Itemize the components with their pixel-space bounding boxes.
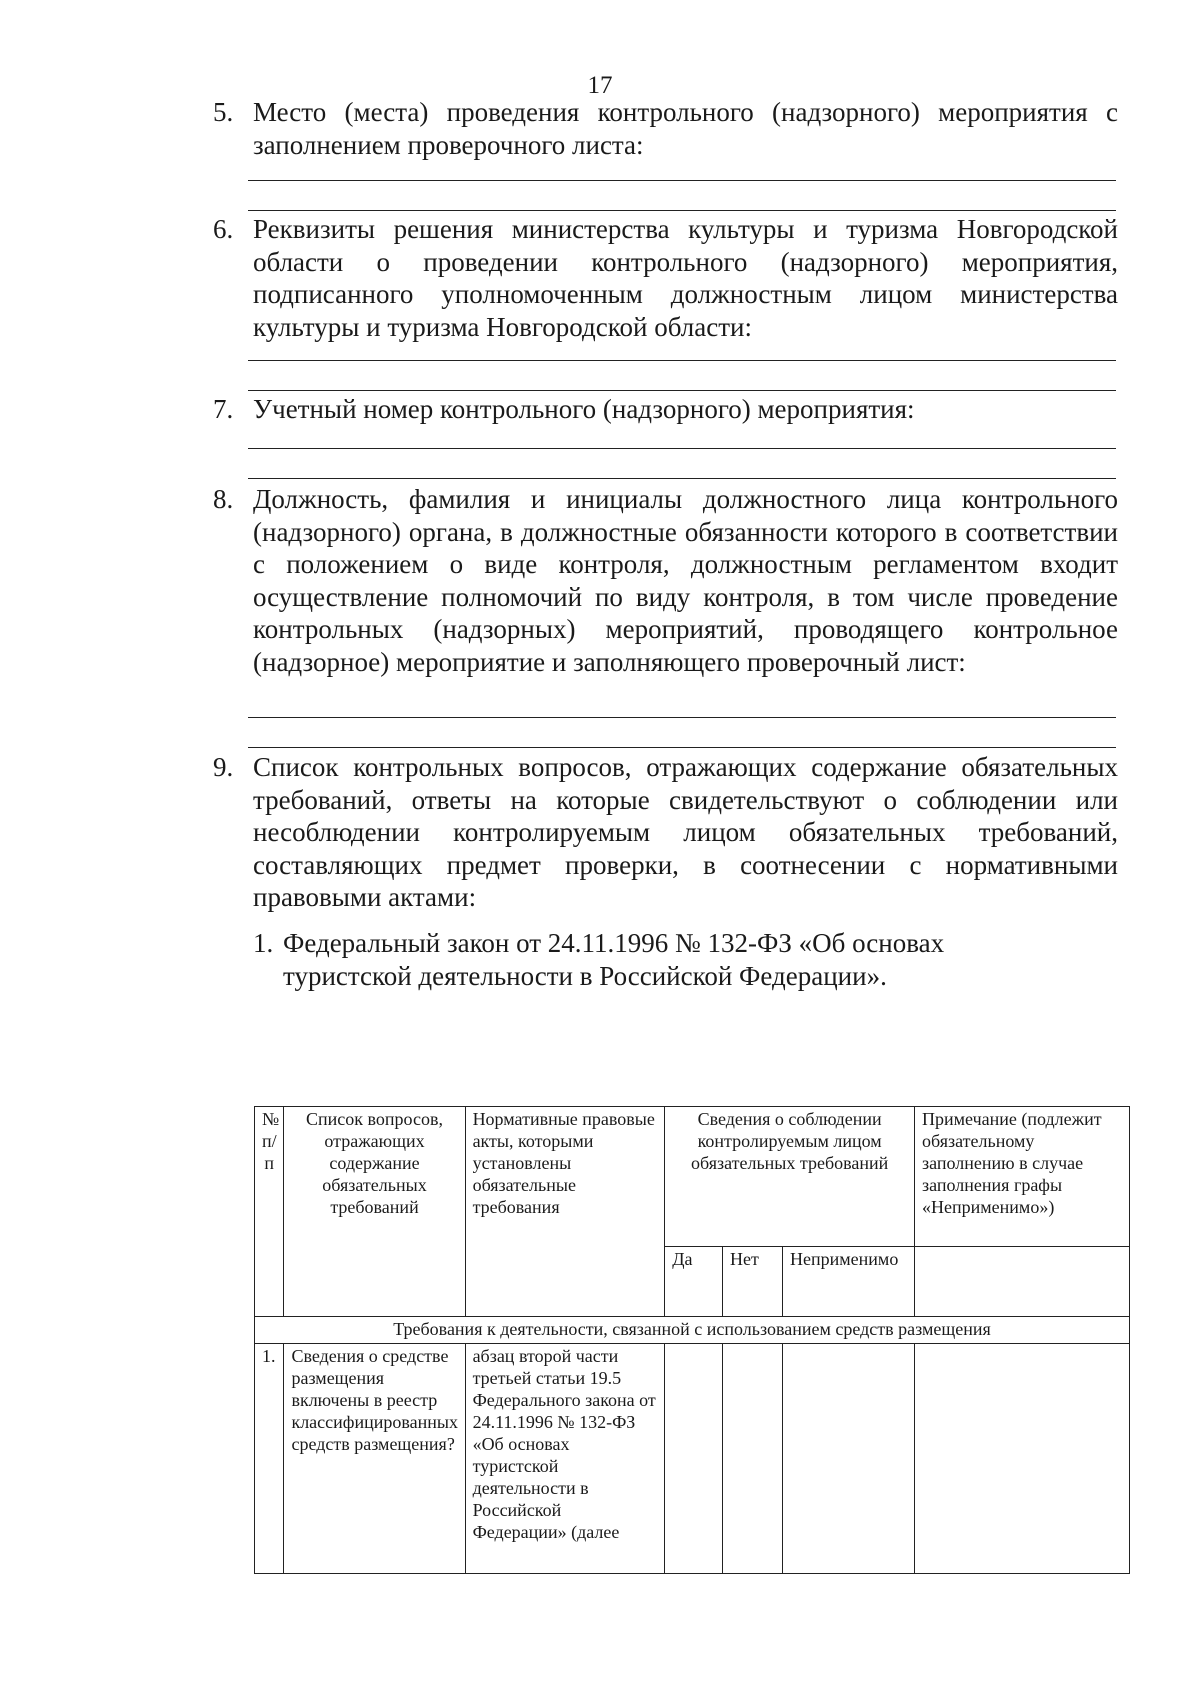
item-number: 5.: [213, 97, 234, 127]
row-yes-cell[interactable]: [665, 1344, 723, 1574]
item-7: [213, 393, 1118, 426]
fill-line: [248, 747, 1116, 748]
row-act: абзац второй части третьей статьи 19.5 Федерального закона от 24.11.1996 № 132-ФЗ «Об основах туристской деятельности в Российской Федерации» (далее: [465, 1344, 665, 1574]
law-title-line-1: Федеральный закон от 24.11.1996 № 132-ФЗ «Об основах: [283, 928, 945, 958]
section-title: Требования к деятельности, связанной с использованием средств размещения: [255, 1317, 1130, 1344]
law-number: 1.: [253, 928, 274, 958]
header-number: № п/п: [255, 1107, 284, 1317]
item-number: 8.: [213, 484, 234, 514]
fill-line: [248, 180, 1116, 181]
item-number: 9.: [213, 752, 234, 782]
item-text: Список контрольных вопросов, отражающих содержание обязательных требований, ответы на которые свидетельствуют о соблюдении или несоблюдении контролируемым лицом обязательных требований, составляющих предмет проверки, в соотнесении с нормативными правовыми актами:: [253, 752, 1118, 912]
header-acts: Нормативные правовые акты, которыми установлены обязательные требования: [465, 1107, 665, 1317]
table-row: [255, 1344, 1130, 1574]
item-5: [213, 96, 1118, 161]
checklist-table: [254, 1106, 1130, 1574]
header-note-empty: [915, 1247, 1130, 1317]
law-title-line-2: туристской деятельности в Российской Федерации».: [283, 961, 887, 991]
row-note-cell[interactable]: [915, 1344, 1130, 1574]
item-text: Реквизиты решения министерства культуры и туризма Новгородской области о проведении контрольного (надзорного) мероприятия, подписанного уполномоченным должностным лицом министерства культуры и туризма Новгородской области:: [253, 214, 1118, 342]
fill-line: [248, 448, 1116, 449]
fill-line: [248, 360, 1116, 361]
law-item: [253, 927, 1073, 993]
header-questions: Список вопросов, отражающих содержание обязательных требований: [284, 1107, 465, 1317]
fill-line: [248, 390, 1116, 391]
item-9: [213, 751, 1118, 914]
page-number: 17: [587, 72, 613, 99]
header-yes: Да: [665, 1247, 723, 1317]
fill-line: [248, 210, 1116, 211]
header-no: Нет: [723, 1247, 783, 1317]
header-compliance: Сведения о соблюдении контролируемым лицом обязательных требований: [665, 1107, 915, 1247]
header-note: Примечание (подлежит обязательному заполнению в случае заполнения графы «Неприменимо»): [915, 1107, 1130, 1247]
item-8: [213, 483, 1118, 678]
row-not-applicable-cell[interactable]: [783, 1344, 915, 1574]
row-number: 1.: [255, 1344, 284, 1574]
item-6: [213, 213, 1118, 343]
row-question: Сведения о средстве размещения включены в реестр классифицированных средств размещения?: [284, 1344, 465, 1574]
item-number: 7.: [213, 394, 234, 424]
item-text: Учетный номер контрольного (надзорного) мероприятия:: [253, 394, 915, 424]
header-not-applicable: Неприменимо: [783, 1247, 915, 1317]
fill-line: [248, 717, 1116, 718]
fill-line: [248, 478, 1116, 479]
row-no-cell[interactable]: [723, 1344, 783, 1574]
item-text: Место (места) проведения контрольного (надзорного) мероприятия с заполнением проверочного листа:: [253, 97, 1118, 160]
item-number: 6.: [213, 214, 234, 244]
item-text: Должность, фамилия и инициалы должностного лица контрольного (надзорного) органа, в должностные обязанности которого в соответствии с положением о виде контроля, должностным регламентом входит осуществление полномочий по виду контроля, в том числе проведение контрольных (надзорных) мероприятий, проводящего контрольное (надзорное) мероприятие и заполняющего проверочный лист:: [253, 484, 1118, 677]
